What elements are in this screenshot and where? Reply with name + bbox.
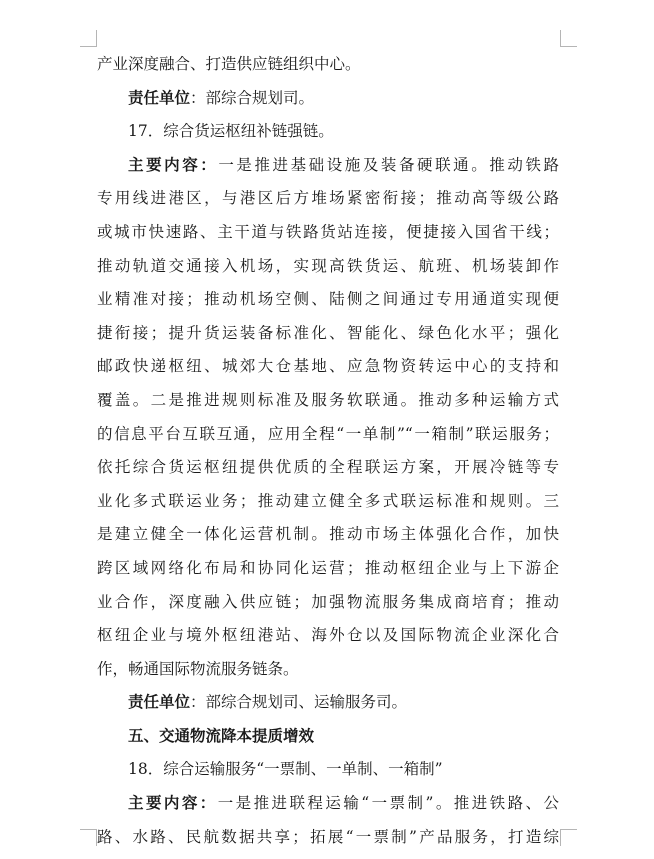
text-line: 业化多式联运业务；推动建立健全多式联运标准和规则。三 (97, 491, 559, 510)
text-line: 作，畅通国际物流服务链条。 (97, 659, 299, 678)
crop-mark-top-left (80, 30, 97, 47)
text-line: 捷衔接；提升货运装备标准化、智能化、绿色化水平；强化 (97, 323, 559, 342)
text-line: 是建立健全一体化运营机制。推动市场主体强化合作，加快 (97, 525, 559, 544)
item-18-title: 18．综合运输服务“一票制、一单制、一箱制” (128, 760, 443, 779)
crop-mark-bottom-right (560, 829, 577, 846)
text-line: 或城市快速路、主干道与铁路货站连接，便捷接入国省干线； (97, 222, 559, 241)
responsible-unit-text: ：部综合规划司。 (190, 88, 315, 107)
text-line: 业合作，深度融入供应链；加强物流服务集成商培育；推动 (97, 592, 559, 611)
responsible-unit-label: 责任单位 (128, 693, 191, 712)
text-line: 跨区域网络化布局和协同化运营；推动枢纽企业与上下游企 (97, 558, 559, 577)
main-content-text: 一是推进基础设施及装备硬联通。推动铁路 (218, 155, 559, 174)
crop-mark-top-right (560, 30, 577, 47)
main-content-label: 主要内容： (128, 155, 219, 174)
responsible-unit-text: ：部综合规划司、运输服务司。 (190, 693, 408, 712)
section-5-heading: 五、交通物流降本提质增效 (128, 726, 315, 745)
main-content-text: 一是推进联程运输“一票制”。推进铁路、公 (217, 794, 559, 813)
text-line: 依托综合货运枢纽提供优质的全程联运方案，开展冷链等专 (97, 458, 559, 477)
responsible-unit-line (97, 686, 559, 720)
text-line: 专用线进港区，与港区后方堆场紧密衔接；推动高等级公路 (97, 189, 559, 208)
responsible-unit-line (97, 82, 559, 116)
main-content-label: 主要内容： (128, 794, 218, 813)
text-line: 产业深度融合、打造供应链组织中心。 (97, 55, 361, 73)
text-line: 邮政快递枢纽、城郊大仓基地、应急物资转运中心的支持和 (97, 357, 559, 376)
text-line: 业精准对接；推动机场空侧、陆侧之间通过专用通道实现便 (97, 290, 559, 309)
document-body (97, 48, 559, 854)
text-line: 路、水路、民航数据共享；拓展“一票制”产品服务，打造综 (97, 827, 559, 846)
responsible-unit-label: 责任单位 (128, 88, 191, 107)
text-line: 推动轨道交通接入机场，实现高铁货运、航班、机场装卸作 (97, 256, 559, 275)
main-content-line (97, 149, 559, 183)
item-17-title: 17．综合货运枢纽补链强链。 (128, 122, 334, 141)
crop-mark-bottom-left (80, 829, 97, 846)
text-line: 覆盖。二是推进规则标准及服务软联通。推动多种运输方式 (97, 390, 559, 409)
text-line: 枢纽企业与境外枢纽港站、海外仓以及国际物流企业深化合 (97, 626, 559, 645)
main-content-line (97, 787, 559, 821)
text-line: 的信息平台互联互通，应用全程“一单制”“一箱制”联运服务； (97, 424, 559, 443)
